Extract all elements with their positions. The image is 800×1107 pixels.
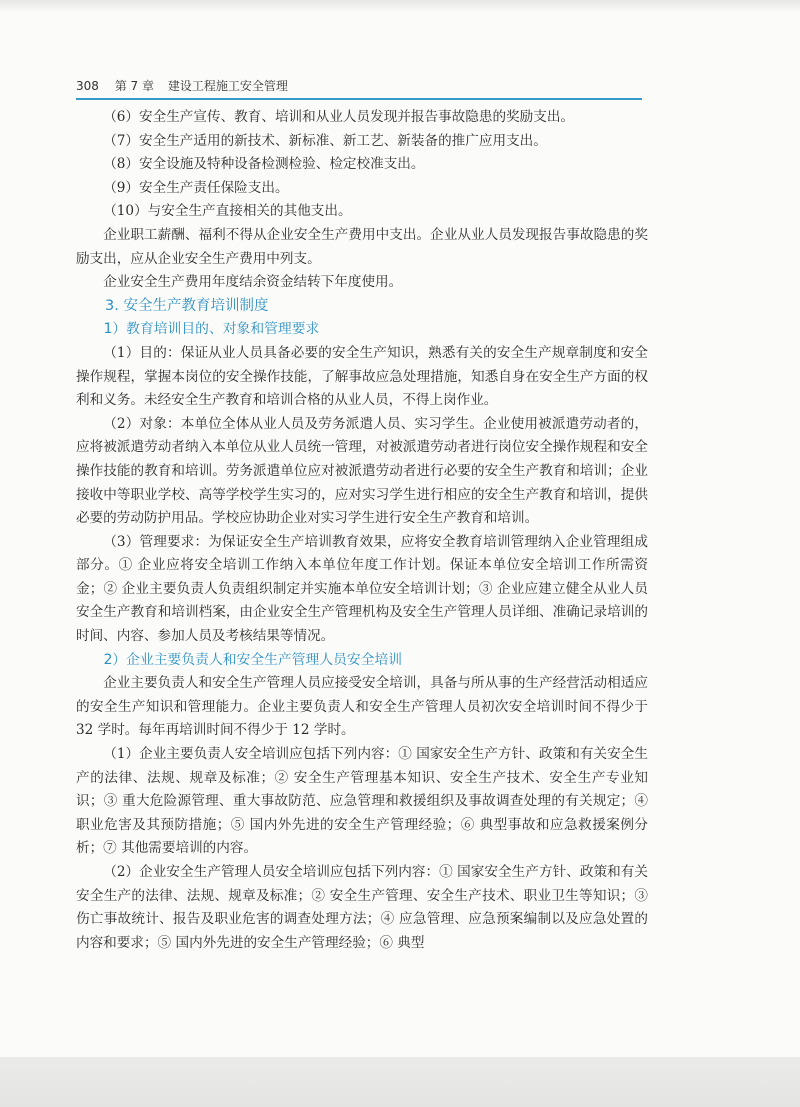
page-header [76, 76, 642, 98]
subsection-heading: 1）教育培训目的、对象和管理要求 [103, 321, 320, 338]
list-item-10: （10）与安全生产直接相关的其他支出。 [103, 203, 352, 220]
paragraph: （3）管理要求：为保证安全生产培训教育效果，应将安全教育培训管理纳入企业管理组成部分。① 企业应将安全培训工作纳入本单位年度工作计划。保证本单位安全培训工作所需资金；② 企业主要负责人负责组织制定并实施本单位安全培训计划；③ 企业应建立健全从业人员安全生产教育和培训档案，由企业安全生产管理机构及安全生产管理人员详细、准确记录培训的时间、内容、参加人员及考核结果等情况。 [76, 533, 648, 645]
list-item-7: （7）安全生产适用的新技术、新标准、新工艺、新装备的推广应用支出。 [103, 132, 547, 149]
chapter-title: 建设工程施工安全管理 [167, 79, 288, 93]
paragraph: 企业职工薪酬、福利不得从企业安全生产费用中支出。企业从业人员发现报告事故隐患的奖励支出，应从企业安全生产费用中列支。 [76, 226, 648, 267]
paragraph: 企业安全生产费用年度结余资金结转下年度使用。 [103, 274, 403, 291]
list-item-6: （6）安全生产宣传、教育、培训和从业人员发现并报告事故隐患的奖励支出。 [103, 109, 575, 125]
page-number: 308 [76, 79, 99, 93]
paragraph: 企业主要负责人和安全生产管理人员应接受安全培训，具备与所从事的生产经营活动相适应的安全生产知识和管理能力。企业主要负责人和安全生产管理人员初次安全培训时间不得少于 32 学时。每年再培训时间不得少于 12 学时。 [76, 675, 648, 739]
chapter-number: 第 7 章 [114, 79, 154, 93]
scan-bottom-edge [0, 1057, 800, 1107]
page-body [76, 106, 648, 955]
scan-top-shadow [0, 0, 800, 12]
paragraph: （1）目的：保证从业人员具备必要的安全生产知识，熟悉有关的安全生产规章制度和安全操作规程，掌握本岗位的安全操作技能，了解事故应急处理措施，知悉自身在安全生产方面的权利和义务。未经安全生产教育和培训合格的从业人员，不得上岗作业。 [76, 344, 648, 409]
list-item-8: （8）安全设施及特种设备检测检验、检定校准支出。 [103, 156, 425, 173]
list-item-9: （9）安全生产责任保险支出。 [103, 179, 289, 196]
header-rule [76, 98, 642, 100]
paragraph: （2）企业安全生产管理人员安全培训应包括下列内容：① 国家安全生产方针、政策和有关安全生产的法律、法规、规章及标准；② 安全生产管理、安全生产技术、职业卫生等知识；③ 伤亡事故统计、报告及职业危害的调查处理方法；④ 应急管理、应急预案编制以及应急处置的内容和要求；⑤ 国内外先进的安全生产管理经验；⑥ 典型 [76, 864, 648, 951]
subsection-heading: 2）企业主要负责人和安全生产管理人员安全培训 [103, 651, 403, 668]
paragraph: （1）企业主要负责人安全培训应包括下列内容：① 国家安全生产方针、政策和有关安全生产的法律、法规、规章及标准；② 安全生产管理基本知识、安全生产技术、安全生产专业知识；③ 重大危险源管理、重大事故防范、应急管理和救援组织及事故调查处理的有关规定；④ 职业危害及其预防措施；⑤ 国内外先进的安全生产管理经验；⑥ 典型事故和应急救援案例分析；⑦ 其他需要培训的内容。 [76, 746, 648, 857]
section-heading: 3. 安全生产教育培训制度 [105, 297, 269, 314]
paragraph: （2）对象：本单位全体从业人员及劳务派遣人员、实习学生。企业使用被派遣劳动者的，应将被派遣劳动者纳入本单位从业人员统一管理，对被派遣劳动者进行岗位安全操作规程和安全操作技能的教育和培训。劳务派遣单位应对被派遣劳动者进行必要的安全生产教育和培训；企业接收中等职业学校、高等学校学生实习的，应对实习学生进行相应的安全生产教育和培训，提供必要的劳动防护用品。学校应协助企业对实习学生进行安全生产教育和培训。 [76, 415, 648, 527]
